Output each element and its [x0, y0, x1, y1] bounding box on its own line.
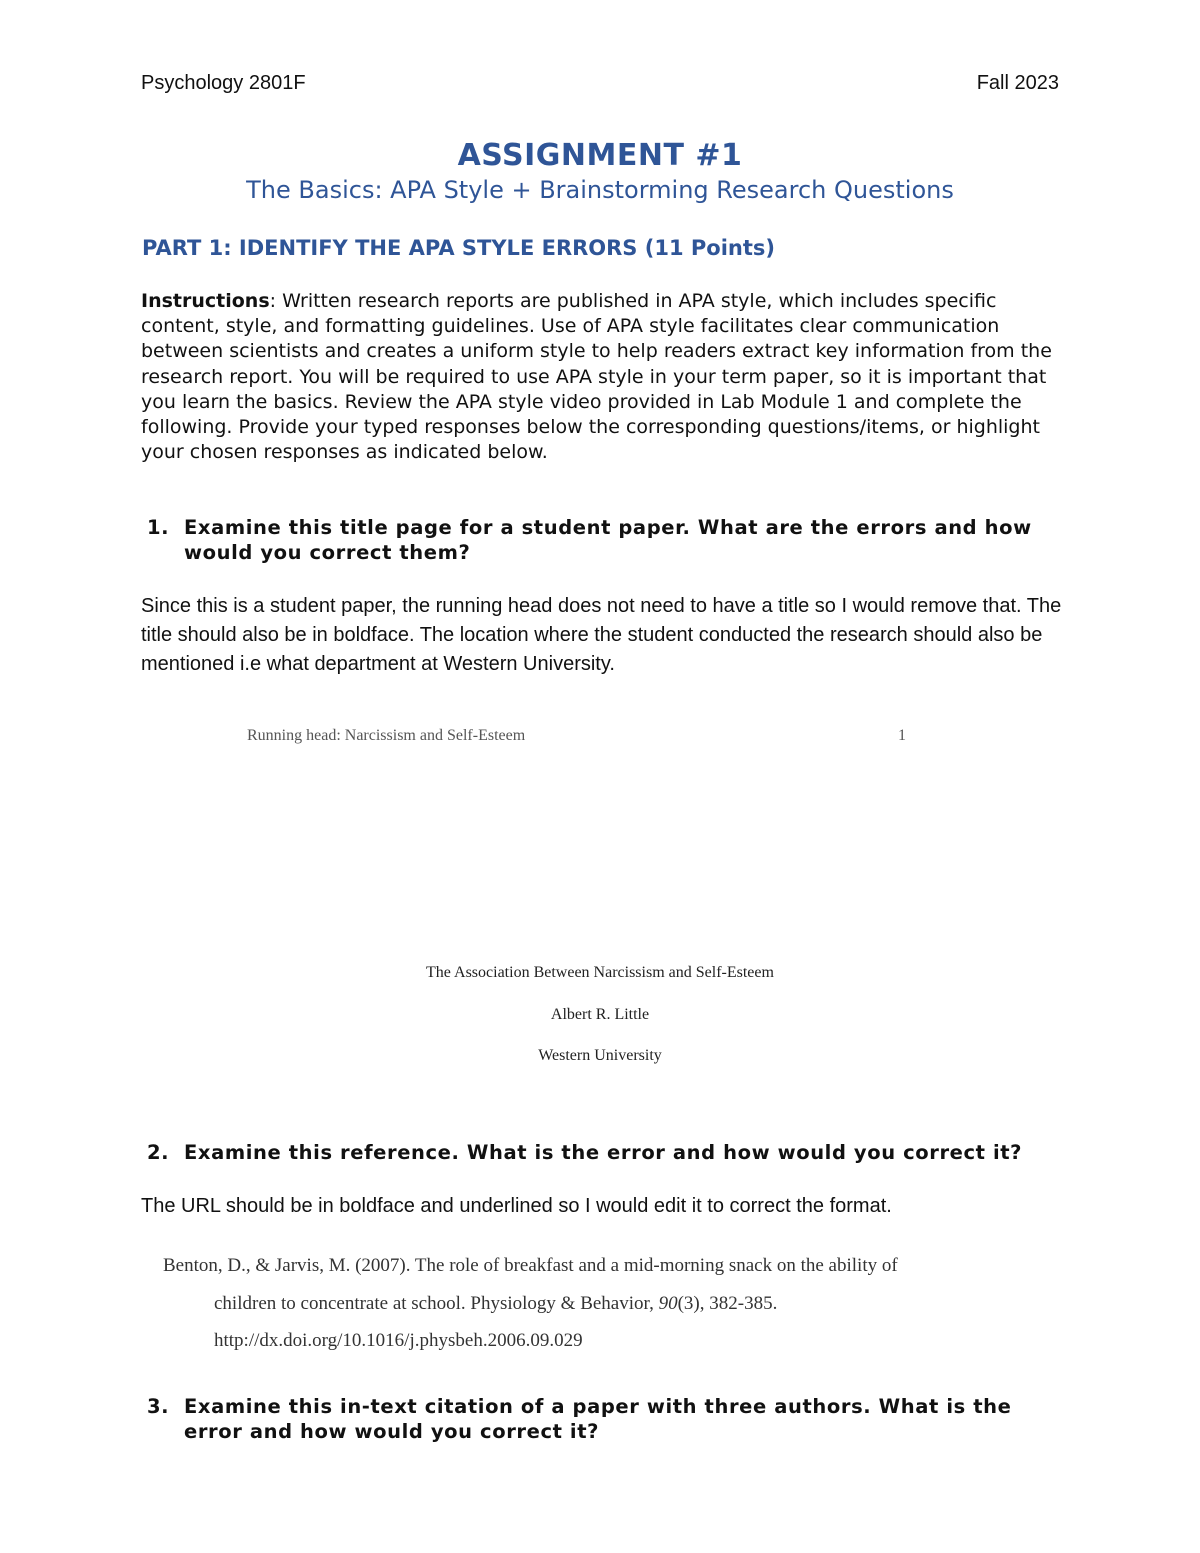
answer-2: The URL should be in boldface and underlined so I would edit it to correct the format.	[141, 1195, 892, 1217]
reference-line-2-suffix: (3), 382-385.	[677, 1293, 778, 1314]
sample-running-head: Running head: Narcissism and Self-Esteem	[247, 727, 526, 744]
sample-institution: Western University	[538, 1047, 662, 1064]
answer-1: Since this is a student paper, the running head does not need to have a title so I would remove that. The title should also be in boldface. The location where the student conducted the research should also be mentioned i.e what department at Western University.	[141, 595, 1062, 675]
course-header: Psychology 2801F	[141, 72, 306, 94]
question-number: 3.	[147, 1395, 170, 1418]
question-3	[147, 1394, 1067, 1444]
sample-page-number: 1	[898, 727, 906, 744]
sample-paper-title: The Association Between Narcissism and Self-Esteem	[426, 964, 774, 981]
question-text: Examine this title page for a student paper. What are the errors and how would you correct them?	[184, 516, 1032, 564]
question-number: 2.	[147, 1141, 170, 1164]
part1-heading: PART 1: IDENTIFY THE APA STYLE ERRORS (11 Points)	[142, 236, 775, 260]
assignment-subtitle: The Basics: APA Style + Brainstorming Research Questions	[246, 176, 954, 204]
assignment-title: ASSIGNMENT #1	[457, 138, 743, 173]
question-text: Examine this reference. What is the error and how would you correct it?	[184, 1141, 1023, 1164]
instructions-text: : Written research reports are published in APA style, which includes specific content, style, and formatting guidelines. Use of APA style facilitates clear communication between scientists and creates a uniform style to help readers extract key information from the research report. You will be required to use APA style in your term paper, so it is important that you learn the basics. Review the APA style video provided in Lab Module 1 and complete the following. Provide your typed responses below the corresponding questions/items, or highlight your chosen responses as indicated below.	[141, 290, 1052, 464]
reference-line-2	[214, 1293, 777, 1315]
question-1	[147, 515, 1067, 565]
reference-line-2-prefix: children to concentrate at school. Physiology & Behavior,	[214, 1293, 659, 1314]
reference-url: http://dx.doi.org/10.1016/j.physbeh.2006.09.029	[214, 1330, 583, 1351]
instructions-paragraph	[141, 289, 1066, 465]
question-number: 1.	[147, 516, 170, 539]
question-2	[147, 1140, 1067, 1165]
reference-volume: 90	[658, 1293, 678, 1314]
sample-author: Albert R. Little	[550, 1006, 650, 1023]
question-text: Examine this in-text citation of a paper with three authors. What is the error and how would you correct it?	[184, 1395, 1012, 1443]
term-header: Fall 2023	[976, 72, 1059, 94]
reference-line-1: Benton, D., & Jarvis, M. (2007). The role of breakfast and a mid-morning snack on the ability of	[163, 1255, 898, 1276]
instructions-label: Instructions	[141, 290, 270, 312]
